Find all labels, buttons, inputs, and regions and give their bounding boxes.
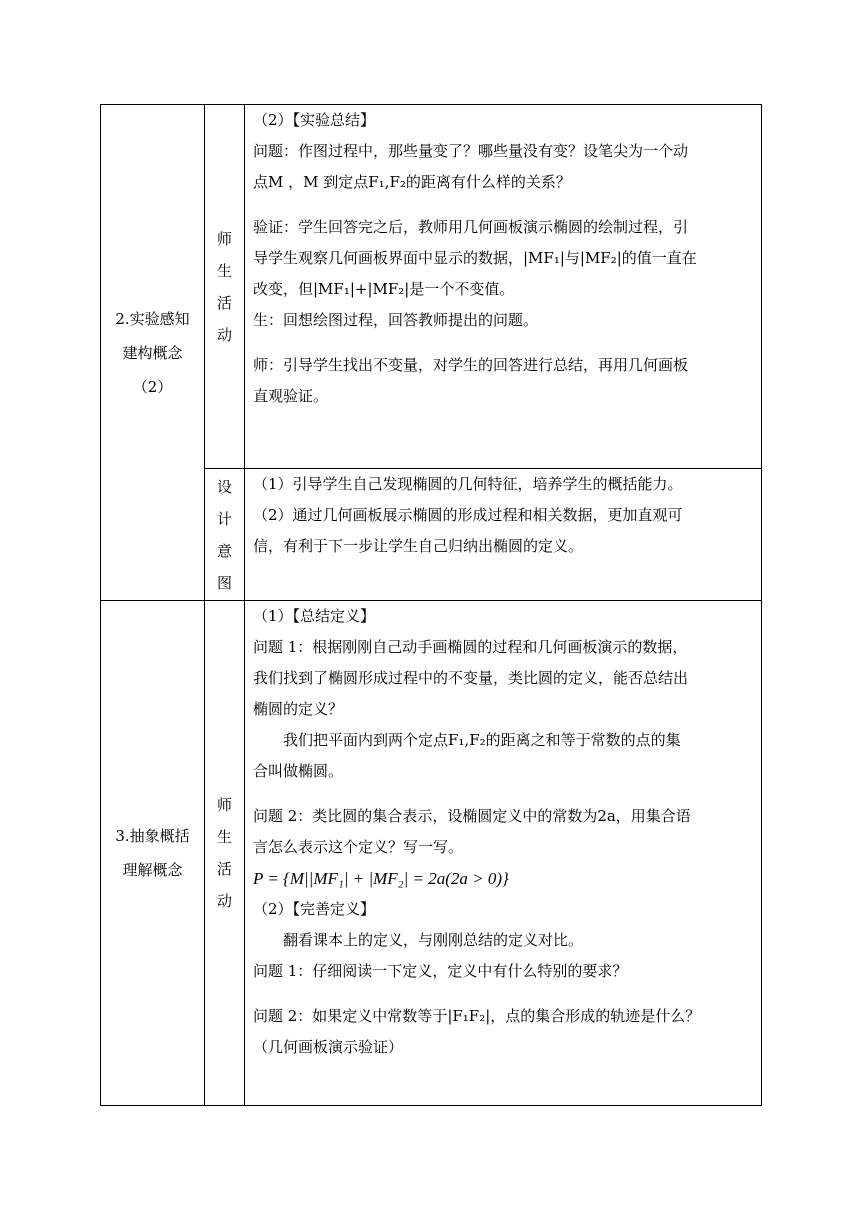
- activity-label-char: 动: [216, 892, 232, 910]
- lesson-plan-table: [100, 104, 762, 1106]
- stage-label-line: 3.抽象概括: [115, 827, 190, 845]
- content-line: （2）通过几何画板展示椭圆的形成过程和相关数据，更加直观可: [253, 506, 683, 524]
- design-label-char: 计: [216, 509, 232, 528]
- content-line: 问题：作图过程中，那些量变了？哪些量没有变？设笔尖为一个动: [253, 142, 689, 160]
- content-line: 改变，但|MF₁|+|MF₂|是一个不变值。: [253, 280, 515, 298]
- stage-label-line: 理解概念: [122, 861, 183, 879]
- design-label-char: 设: [216, 477, 232, 496]
- content-line: 翻看课本上的定义，与刚刚总结的定义对比。: [283, 931, 584, 949]
- activity-label-cell: [205, 601, 245, 1106]
- content-line: 我们把平面内到两个定点F₁,F₂的距离之和等于常数的点的集: [283, 731, 681, 749]
- content-line: 导学生观察几何画板界面中显示的数据，|MF₁|与|MF₂|的值一直在: [253, 249, 697, 267]
- stage-label-line: （2）: [132, 377, 173, 396]
- content-line: 信，有利于下一步让学生自己归纳出椭圆的定义。: [253, 537, 584, 555]
- content-line: 问题 1：仔细阅读一下定义，定义中有什么特别的要求？: [253, 962, 628, 980]
- table-row: [101, 601, 762, 1106]
- content-line: 直观验证。: [253, 387, 329, 405]
- activity-content: [245, 601, 762, 1106]
- activity-label-cell: [205, 105, 245, 469]
- content-line: （1）引导学生自己发现椭圆的几何特征，培养学生的概括能力。: [253, 475, 683, 493]
- activity-label-char: 活: [216, 293, 232, 312]
- spacer: [253, 787, 755, 801]
- activity-label-char: 师: [216, 229, 232, 248]
- content-line: 问题 2：类比圆的集合表示，设椭圆定义中的常数为2a，用集合语: [253, 807, 691, 825]
- stage-label-line: 2.实验感知: [115, 309, 190, 328]
- content-line: （2）【完善定义】: [253, 900, 376, 918]
- spacer: [253, 336, 755, 350]
- stage-label-line: 建构概念: [122, 343, 183, 362]
- content-line: （2）【实验总结】: [253, 111, 376, 129]
- content-line: （几何画板演示验证）: [253, 1038, 404, 1056]
- spacer: [253, 987, 755, 1001]
- table-row: [101, 105, 762, 469]
- activity-label-char: 活: [216, 860, 232, 878]
- design-label-char: 意: [216, 541, 232, 560]
- design-content: [245, 469, 762, 601]
- content-line: （1）【总结定义】: [253, 607, 376, 625]
- content-line: 椭圆的定义？: [253, 700, 344, 718]
- activity-label-char: 动: [216, 325, 232, 344]
- design-label-cell: [205, 469, 245, 601]
- spacer: [253, 198, 755, 212]
- content-line: 生：回想绘图过程，回答教师提出的问题。: [253, 311, 539, 329]
- activity-label-char: 生: [216, 261, 232, 280]
- activity-label-char: 生: [216, 828, 232, 846]
- content-line: 我们找到了椭圆形成过程中的不变量，类比圆的定义，能否总结出: [253, 669, 689, 687]
- content-line: 言怎么表示这个定义？写一写。: [253, 838, 464, 856]
- content-line: 师：引导学生找出不变量，对学生的回答进行总结，再用几何画板: [253, 356, 689, 374]
- content-line: 问题 1：根据刚刚自己动手画椭圆的过程和几何画板演示的数据，: [253, 638, 688, 656]
- design-label-char: 图: [216, 573, 232, 592]
- content-line: 点M ，M 到定点F₁,F₂的距离有什么样的关系？: [253, 173, 571, 191]
- content-line: 合叫做椭圆。: [253, 762, 344, 780]
- stage-cell: [101, 105, 205, 601]
- content-line: 验证：学生回答完之后，教师用几何画板演示椭圆的绘制过程，引: [253, 218, 689, 236]
- stage-cell: [101, 601, 205, 1106]
- set-formula: P = {M||MF₁| + |MF₂| = 2a(2a > 0)}: [253, 869, 509, 888]
- activity-label-char: 师: [216, 796, 232, 814]
- activity-content: [245, 105, 762, 469]
- content-line: 问题 2：如果定义中常数等于|F₁F₂|，点的集合形成的轨迹是什么？: [253, 1007, 701, 1025]
